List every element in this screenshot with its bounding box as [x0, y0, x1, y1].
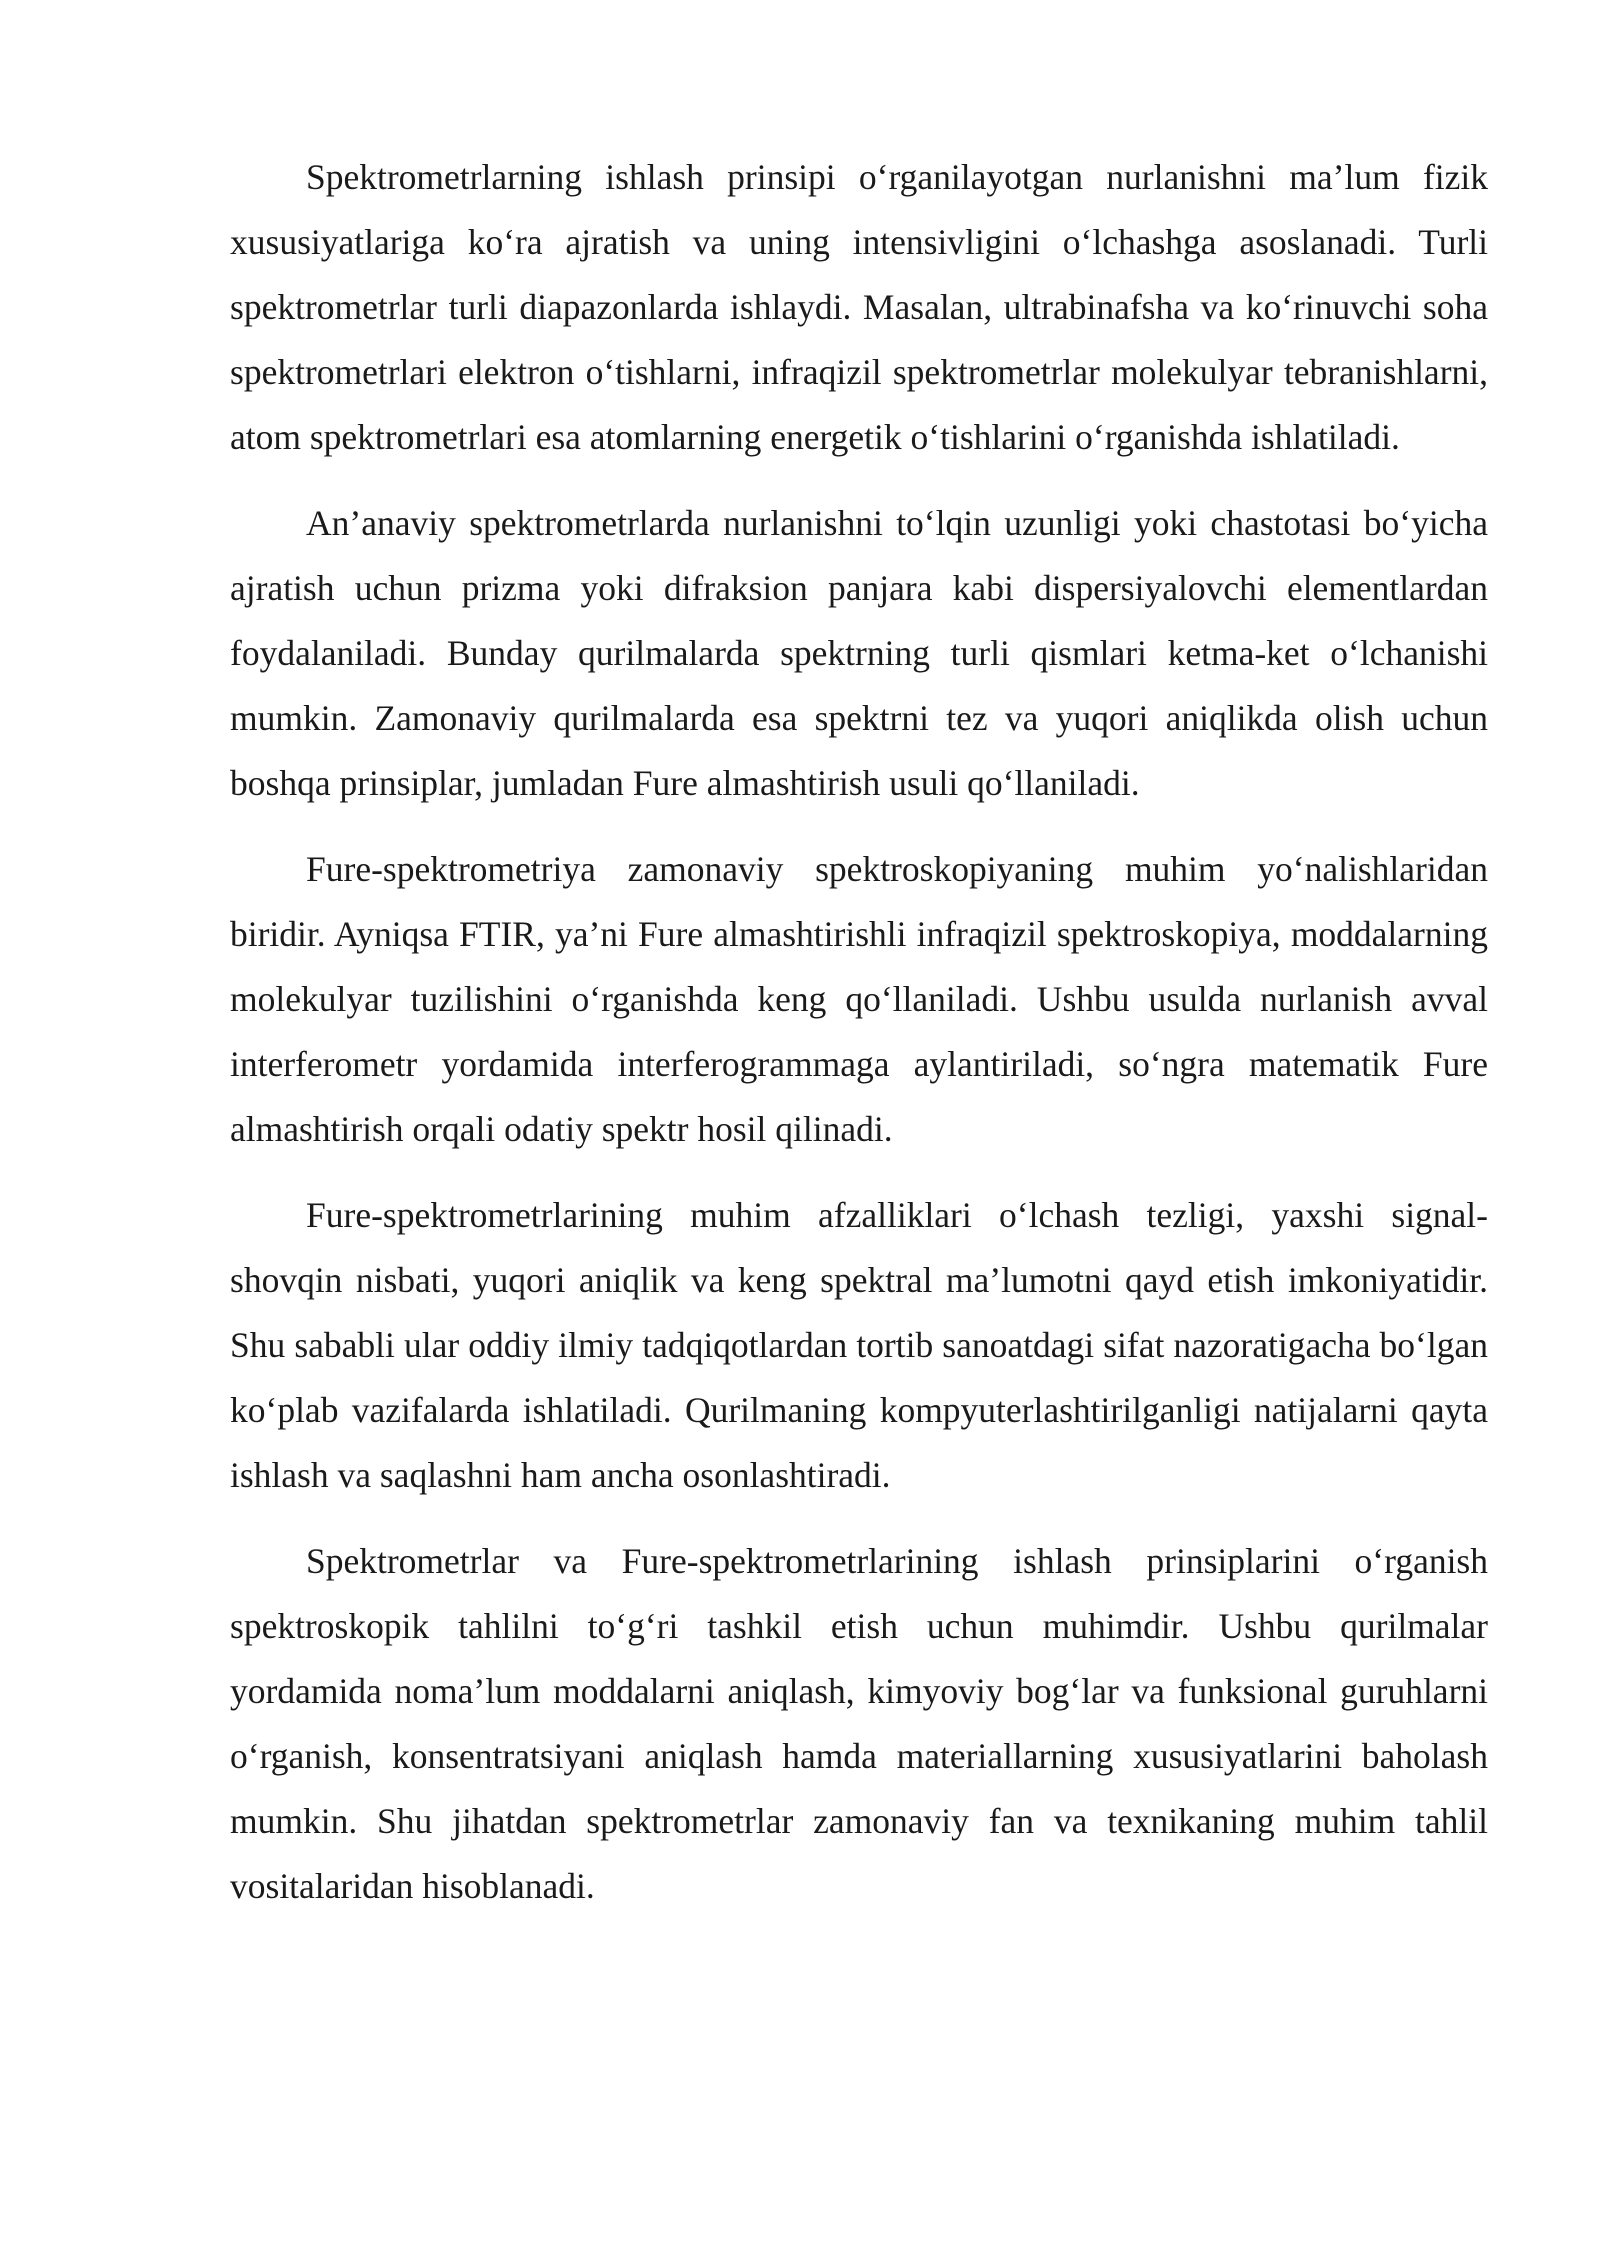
- paragraph-fourier-spectrometry: Fure-spektrometriya zamonaviy spektroskopiyaning muhim yo‘nalishlaridan biridir. Ayniqsa FTIR, ya’ni Fure almashtirishli infraqizil spektroskopiya, moddalarning molekulyar tuzilishini o‘rganishda keng qo‘llaniladi. Ushbu usulda nurlanish avval interferometr yordamida interferogrammaga aylantiriladi, so‘ngra matematik Fure almashtirish orqali odatiy spektr hosil qilinadi.: [230, 849, 1488, 1149]
- paragraph-spectrometer-principle: Spektrometrlarning ishlash prinsipi o‘rganilayotgan nurlanishni ma’lum fizik xususiyatlariga ko‘ra ajratish va uning intensivligini o‘lchashga asoslanadi. Turli spektrometrlar turli diapazonlarda ishlaydi. Masalan, ultrabinafsha va ko‘rinuvchi soha spektrometrlari elektron o‘tishlarni, infraqizil spektrometrlar molekulyar tebranishlarni, atom spektrometrlari esa atomlarning energetik o‘tishlarini o‘rganishda ishlatiladi.: [230, 157, 1488, 457]
- document-body: [230, 145, 1488, 1940]
- paragraph-conclusion: Spektrometrlar va Fure-spektrometrlarining ishlash prinsiplarini o‘rganish spektroskopik tahlilni to‘g‘ri tashkil etish uchun muhimdir. Ushbu qurilmalar yordamida noma’lum moddalarni aniqlash, kimyoviy bog‘lar va funksional guruhlarni o‘rganish, konsentratsiyani aniqlash hamda materiallarning xususiyatlarini baholash mumkin. Shu jihatdan spektrometrlar zamonaviy fan va texnikaning muhim tahlil vositalaridan hisoblanadi.: [230, 1541, 1488, 1906]
- paragraph-fourier-advantages: Fure-spektrometrlarining muhim afzalliklari o‘lchash tezligi, yaxshi signal-shovqin nisbati, yuqori aniqlik va keng spektral ma’lumotni qayd etish imkoniyatidir. Shu sababli ular oddiy ilmiy tadqiqotlardan tortib sanoatdagi sifat nazoratigacha bo‘lgan ko‘plab vazifalarda ishlatiladi. Qurilmaning kompyuterlashtirilganligi natijalarni qayta ishlash va saqlashni ham ancha osonlashtiradi.: [230, 1195, 1488, 1495]
- paragraph-traditional-spectrometers: An’anaviy spektrometrlarda nurlanishni to‘lqin uzunligi yoki chastotasi bo‘yicha ajratish uchun prizma yoki difraksion panjara kabi dispersiyalovchi elementlardan foydalaniladi. Bunday qurilmalarda spektrning turli qismlari ketma-ket o‘lchanishi mumkin. Zamonaviy qurilmalarda esa spektrni tez va yuqori aniqlikda olish uchun boshqa prinsiplar, jumladan Fure almashtirish usuli qo‘llaniladi.: [230, 503, 1488, 803]
